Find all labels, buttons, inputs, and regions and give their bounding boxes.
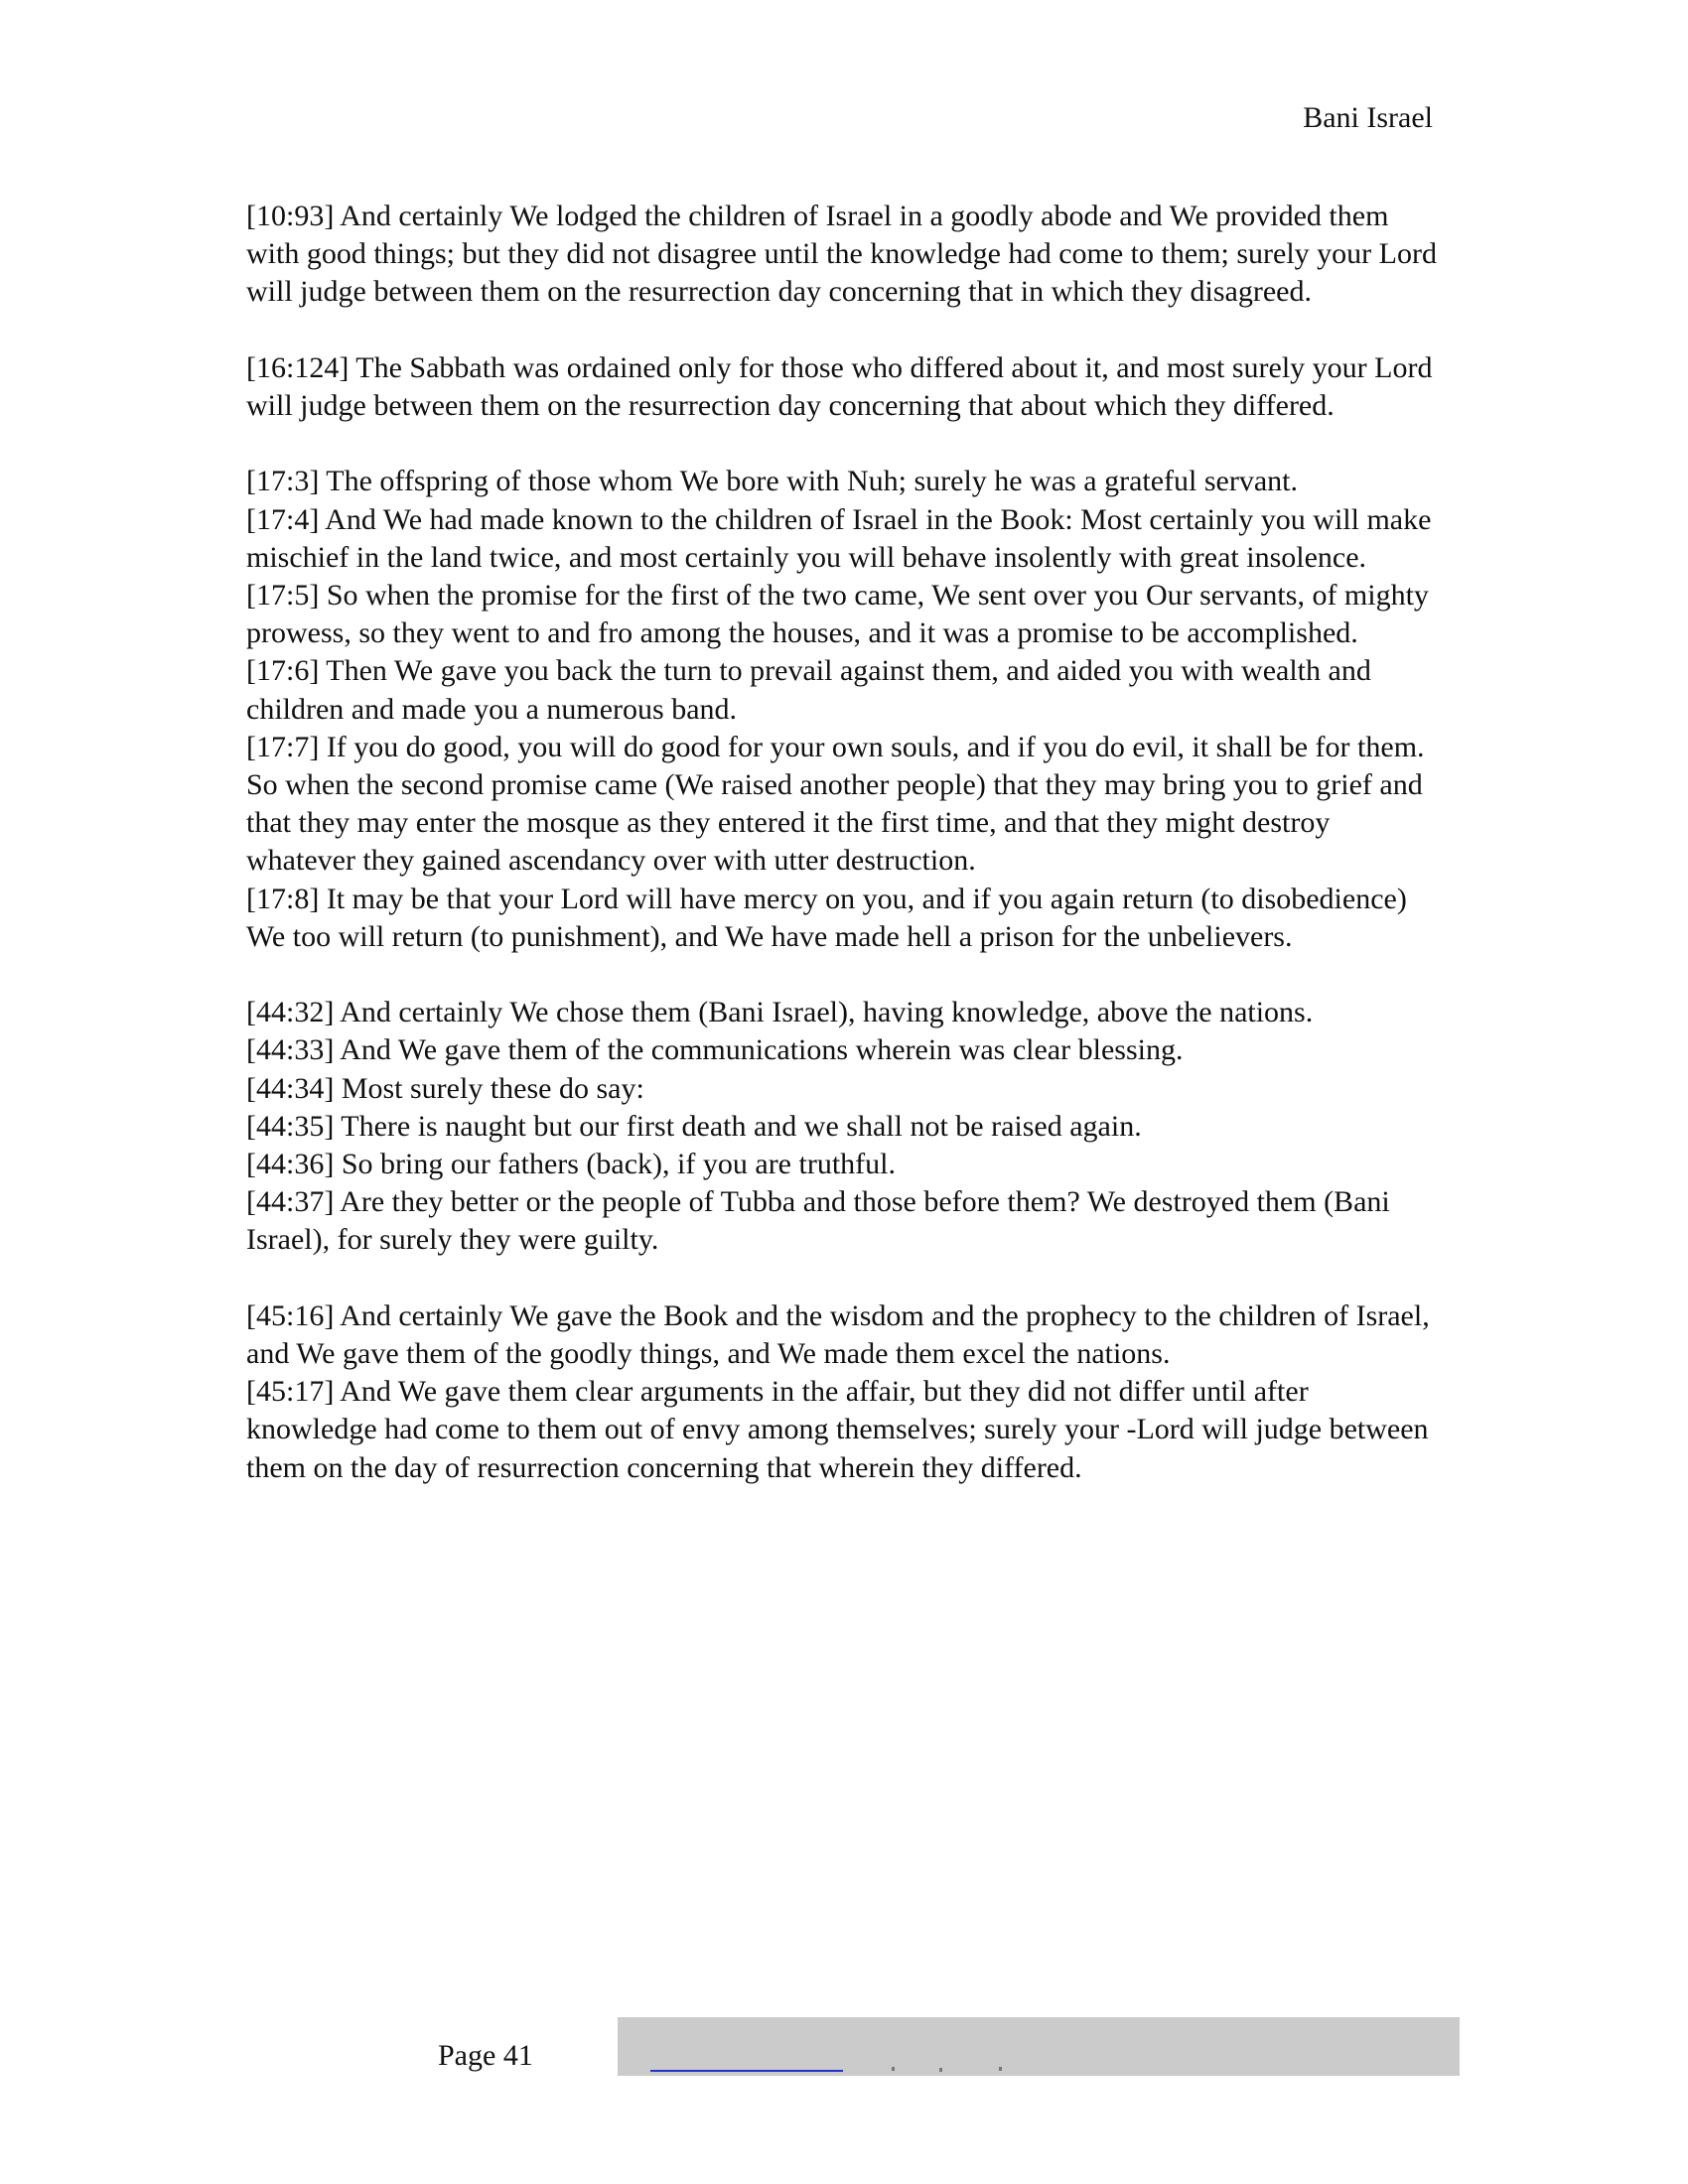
footer-banner bbox=[618, 2017, 1460, 2076]
verse-10-93: [10:93] And certainly We lodged the children of Israel in a goodly abode and We provided them with good things; but they did not disagree until the knowledge had come to them; surely your Lord will judge between them on the resurrection day concerning that in which they disagreed. bbox=[246, 200, 1437, 309]
section-16-124 bbox=[246, 349, 1438, 425]
verse-17-4: [17:4] And We had made known to the children of Israel in the Book: Most certainly you will make mischief in the land twice, and most certainly you will behave insolently with great insolence. bbox=[246, 502, 1432, 574]
verse-44-35: [44:35] There is naught but our first death and we shall not be raised again. bbox=[246, 1109, 1142, 1143]
verse-17-6: [17:6] Then We gave you back the turn to prevail against them, and aided you with wealth and children and made you a numerous band. bbox=[246, 654, 1371, 726]
verse-17-5: [17:5] So when the promise for the first of the two came, We sent over you Our servants, of mighty prowess, so they went to and fro among the houses, and it was a promise to be accomplished. bbox=[246, 579, 1429, 650]
document-body bbox=[246, 198, 1438, 1525]
section-surah-45 bbox=[246, 1297, 1438, 1487]
verse-16-124: [16:124] The Sabbath was ordained only for those who differed about it, and most surely your Lord will judge between them on the resurrection day concerning that about which they differed. bbox=[246, 350, 1433, 422]
footer-link-underline[interactable] bbox=[650, 2070, 843, 2072]
verse-17-8: [17:8] It may be that your Lord will have mercy on you, and if you again return (to disobedience) We too will return (to punishment), and We have made hell a prison for the unbelievers. bbox=[246, 882, 1407, 953]
running-header: Bani Israel bbox=[1303, 101, 1433, 134]
verse-45-16: [45:16] And certainly We gave the Book and the wisdom and the prophecy to the children of Israel, and We gave them of the goodly things, and We made them excel the nations. bbox=[246, 1298, 1430, 1371]
verse-44-33: [44:33] And We gave them of the communications wherein was clear blessing. bbox=[246, 1033, 1184, 1067]
footer-text-fragment bbox=[939, 2068, 942, 2072]
verse-44-32: [44:32] And certainly We chose them (Bani Israel), having knowledge, above the nations. bbox=[246, 996, 1314, 1029]
footer-text-fragment bbox=[892, 2067, 895, 2071]
verse-44-36: [44:36] So bring our fathers (back), if you are truthful. bbox=[246, 1148, 896, 1181]
verse-44-37: [44:37] Are they better or the people of Tubba and those before them? We destroyed them (Bani Israel), for surely they were guilty. bbox=[246, 1185, 1390, 1257]
page-number: Page 41 bbox=[438, 2039, 533, 2072]
verse-17-3: [17:3] The offspring of those whom We bore with Nuh; surely he was a grateful servant. bbox=[246, 465, 1299, 498]
footer-text-fragment bbox=[999, 2067, 1002, 2071]
section-surah-17 bbox=[246, 463, 1438, 956]
verse-17-7: [17:7] If you do good, you will do good for your own souls, and if you do evil, it shall be for them. So when the second promise came (We raised another people) that they may bring you to grief and that they may enter the mosque as they entered it the first time, and that they might destroy whatever they gained ascendancy over with utter destruction. bbox=[246, 730, 1425, 878]
section-surah-44 bbox=[246, 994, 1438, 1259]
section-10-93 bbox=[246, 198, 1438, 312]
verse-45-17: [45:17] And We gave them clear arguments in the affair, but they did not differ until after knowledge had come to them out of envy among themselves; surely your -Lord will judge between them on the day of resurrection concerning that wherein they differed. bbox=[246, 1375, 1429, 1484]
verse-44-34: [44:34] Most surely these do say: bbox=[246, 1071, 644, 1105]
